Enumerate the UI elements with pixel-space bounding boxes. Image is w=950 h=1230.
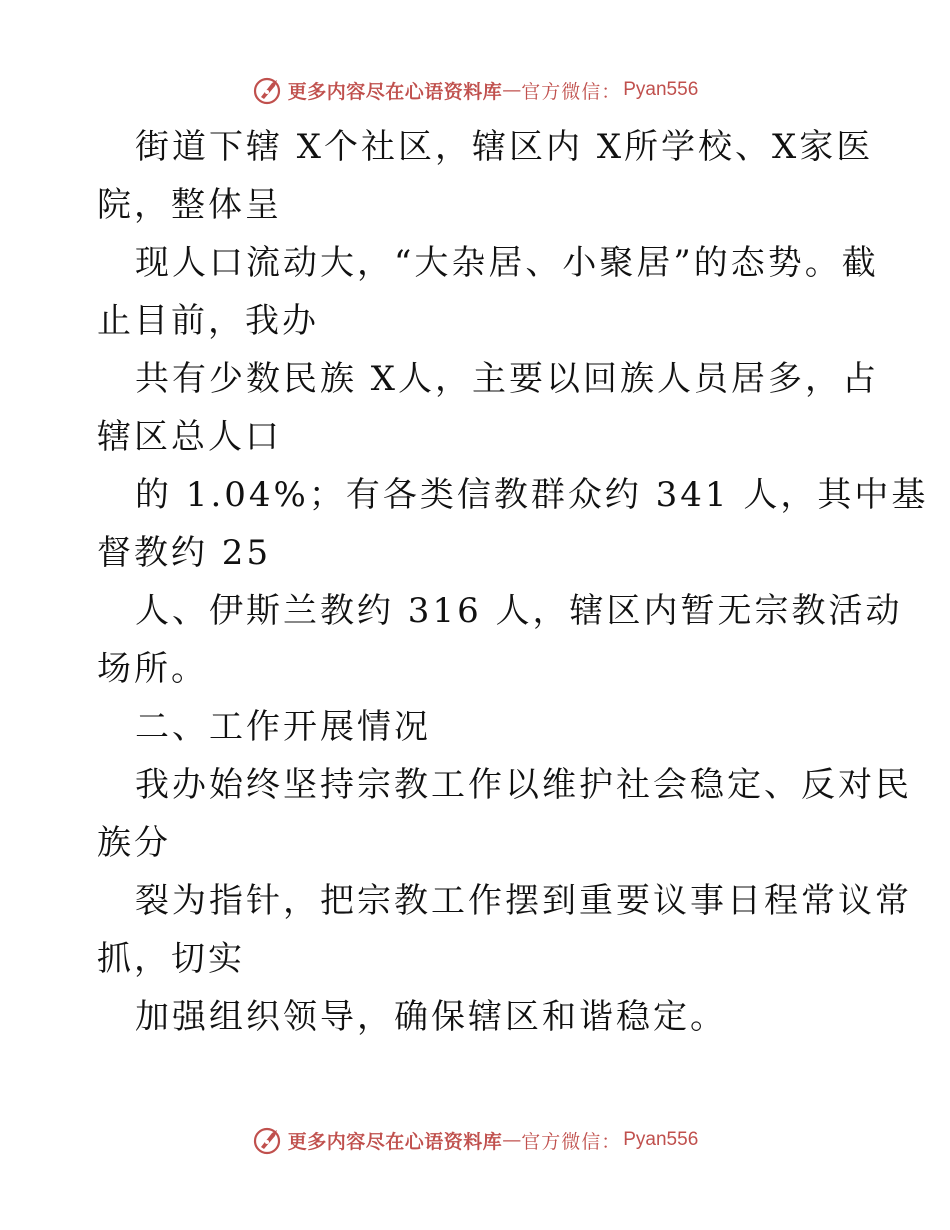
- banner-wechat-id: Pyan556: [623, 1129, 699, 1150]
- text-line: 族分: [97, 823, 171, 863]
- text-line: 抓，切实: [97, 939, 245, 979]
- text-line: 的 1.04%；有各类信教群众约 341 人，其中基: [135, 475, 929, 515]
- text-line: 裂为指针，把宗教工作摆到重要议事日程常议常: [135, 881, 912, 921]
- banner-wechat-id: Pyan556: [623, 79, 699, 100]
- text-line: 共有少数民族 X人，主要以回族人员居多，占: [135, 359, 880, 399]
- banner-separator: —: [502, 1129, 522, 1151]
- text-line: 现人口流动大，“大杂居、小聚居”的态势。截: [135, 243, 879, 283]
- text-line: 街道下辖 X个社区，辖区内 X所学校、X家医: [135, 127, 874, 167]
- pen-nib-logo-icon: [252, 1124, 284, 1156]
- banner-brand: 更多内容尽在心语资料库: [287, 80, 503, 103]
- document-body: [97, 118, 929, 1046]
- header-banner: [0, 70, 950, 110]
- text-line: 场所。: [97, 649, 208, 689]
- text-line: 院，整体呈: [97, 185, 282, 225]
- text-line: 人、伊斯兰教约 316 人，辖区内暂无宗教活动: [135, 591, 903, 631]
- text-line: 止目前，我办: [97, 301, 319, 341]
- text-line: 辖区总人口: [97, 417, 282, 457]
- text-line: 加强组织领导，确保辖区和谐稳定。: [135, 997, 727, 1037]
- section-heading: 二、工作开展情况: [135, 707, 431, 747]
- banner-separator: —: [502, 79, 522, 101]
- banner-brand: 更多内容尽在心语资料库: [287, 1130, 503, 1153]
- pen-nib-logo-icon: [252, 74, 284, 106]
- banner-wechat-label: 官方微信：: [521, 80, 622, 103]
- footer-banner: [0, 1120, 950, 1160]
- text-line: 我办始终坚持宗教工作以维护社会稳定、反对民: [135, 765, 912, 805]
- text-line: 督教约 25: [97, 533, 272, 573]
- banner-wechat-label: 官方微信：: [521, 1130, 622, 1153]
